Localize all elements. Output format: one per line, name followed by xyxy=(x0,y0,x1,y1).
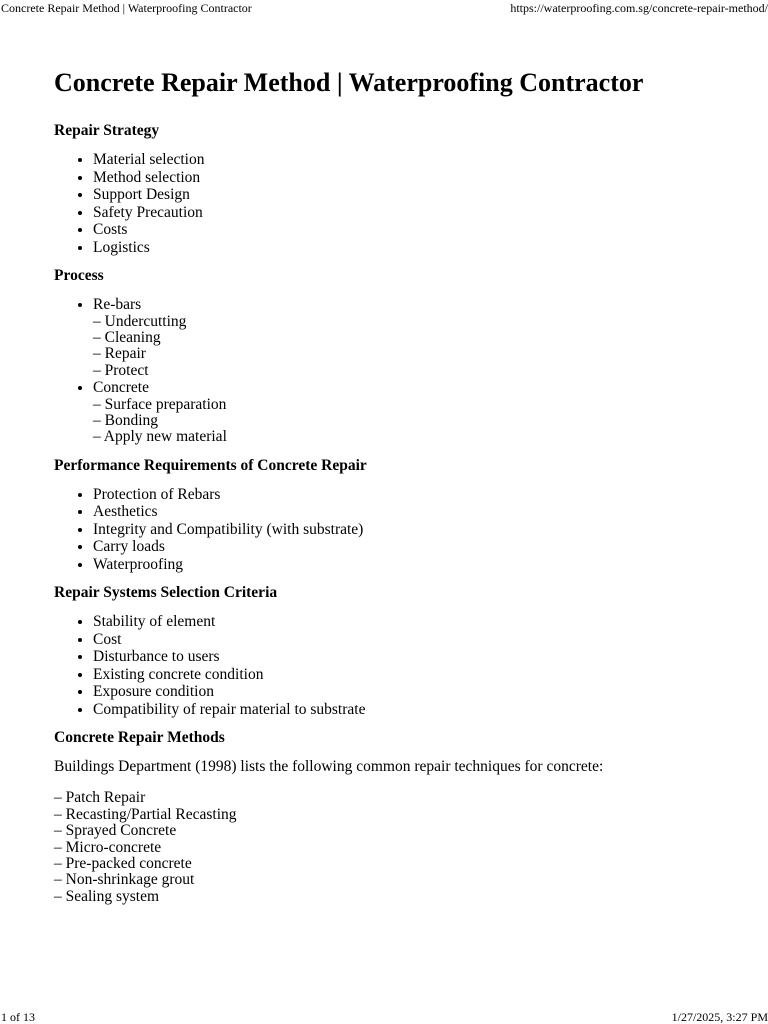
list-item: • Integrity and Compatibility (with substrate) xyxy=(93,521,734,539)
process-item-label: Re-bars xyxy=(93,296,142,313)
process-item-label: Concrete xyxy=(93,379,149,397)
list-item: • Carry loads xyxy=(93,538,734,556)
list-item: • Method selection xyxy=(93,169,734,187)
selection-criteria-list xyxy=(54,613,734,718)
list-item: • Existing concrete condition xyxy=(93,666,734,684)
page-count: 1 of 13 xyxy=(1,1010,35,1024)
process-subitem: – Protect xyxy=(93,361,149,379)
list-item: • Cost xyxy=(93,631,734,649)
print-header xyxy=(0,0,768,16)
list-item: • Protection of Rebars xyxy=(93,486,734,504)
repair-strategy-list xyxy=(54,151,734,256)
process-subitem: – Bonding xyxy=(93,412,159,430)
print-header-url: https://waterproofing.com.sg/concrete-repair-method/ xyxy=(510,1,768,15)
performance-list xyxy=(54,486,734,574)
list-item: • Aesthetics xyxy=(93,503,734,521)
list-item: • Disturbance to users xyxy=(93,648,734,666)
list-item xyxy=(93,296,734,379)
list-item: • Material selection xyxy=(93,151,734,169)
list-item: – Sprayed Concrete xyxy=(54,822,177,840)
list-item: • Costs xyxy=(93,221,734,239)
print-footer xyxy=(0,1009,768,1024)
process-list xyxy=(54,296,734,446)
process-subitem: – Undercutting xyxy=(93,312,187,330)
list-item: – Pre-packed concrete xyxy=(54,854,192,872)
print-datetime: 1/27/2025, 3:27 PM xyxy=(671,1010,768,1024)
list-item: • Exposure condition xyxy=(93,683,734,701)
list-item: • Logistics xyxy=(93,239,734,257)
article xyxy=(54,68,734,905)
section-heading-repair-strategy: Repair Strategy xyxy=(54,122,160,139)
list-item: • Support Design xyxy=(93,186,734,204)
list-item: • Compatibility of repair material to substrate xyxy=(93,701,734,719)
process-subitem: – Apply new material xyxy=(93,428,227,446)
list-item: – Micro-concrete xyxy=(54,838,162,856)
list-item: • Safety Precaution xyxy=(93,204,734,222)
process-subitem: – Cleaning xyxy=(93,328,161,346)
repair-methods-list xyxy=(54,790,734,905)
section-heading-performance: Performance Requirements of Concrete Repair xyxy=(54,456,367,474)
section-heading-selection-criteria: Repair Systems Selection Criteria xyxy=(54,584,278,602)
process-subitem: – Surface preparation xyxy=(93,395,227,413)
repair-methods-intro: Buildings Department (1998) lists the following common repair techniques for concrete: xyxy=(54,758,604,776)
section-heading-process: Process xyxy=(54,267,104,284)
list-item: • Waterproofing xyxy=(93,556,734,574)
list-item: – Sealing system xyxy=(54,887,160,905)
section-heading-repair-methods: Concrete Repair Methods xyxy=(54,729,225,747)
list-item xyxy=(93,379,734,446)
page-title: Concrete Repair Method | Waterproofing Contractor xyxy=(54,68,644,97)
process-subitem: – Repair xyxy=(93,345,146,363)
list-item: • Stability of element xyxy=(93,613,734,631)
print-header-title: Concrete Repair Method | Waterproofing Contractor xyxy=(1,1,252,15)
list-item: – Patch Repair xyxy=(54,789,146,807)
list-item: – Recasting/Partial Recasting xyxy=(54,805,237,823)
list-item: – Non-shrinkage grout xyxy=(54,871,195,889)
